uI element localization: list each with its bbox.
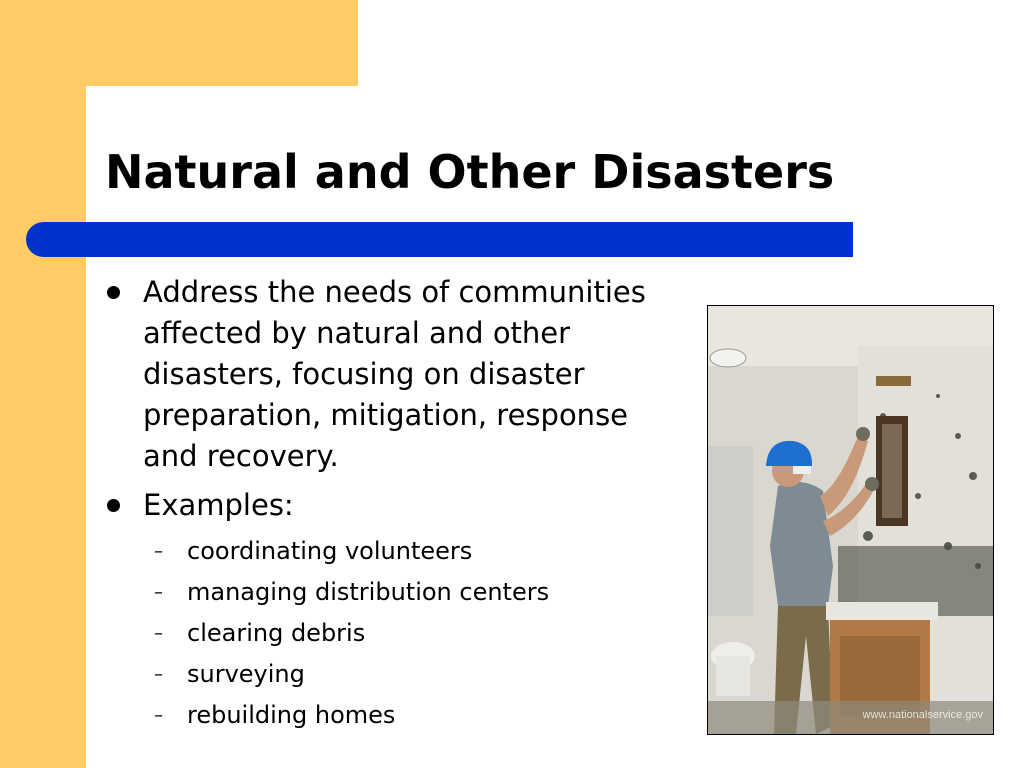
sub-bullet-item bbox=[143, 654, 685, 695]
sub-bullet-text: coordinating volunteers bbox=[187, 537, 473, 565]
sub-bullet-text: rebuilding homes bbox=[187, 701, 396, 729]
sub-bullet-text: managing distribution centers bbox=[187, 578, 550, 606]
sub-bullet-item bbox=[143, 572, 685, 613]
worker-image-illustration bbox=[708, 306, 993, 734]
bullet-text: Examples: bbox=[143, 488, 294, 522]
bullet-dot-icon bbox=[107, 286, 120, 299]
dash-icon: – bbox=[154, 541, 163, 562]
left-decorative-band bbox=[0, 0, 86, 768]
sub-bullet-text: surveying bbox=[187, 660, 305, 688]
bullet-dot-icon bbox=[107, 499, 120, 512]
disaster-cleanup-photo bbox=[707, 305, 994, 735]
bullet-item bbox=[105, 485, 685, 736]
sub-bullet-item bbox=[143, 695, 685, 736]
title-underline-bar bbox=[26, 222, 853, 257]
dash-icon: – bbox=[154, 623, 163, 644]
dash-icon: – bbox=[154, 705, 163, 726]
photo-watermark: www.nationalservice.gov bbox=[862, 709, 983, 721]
top-decorative-block bbox=[0, 0, 358, 86]
sub-bullet-item bbox=[143, 613, 685, 654]
bullet-text: Address the needs of communities affected by natural and other disasters, focusing on disaster preparation, mitigation, response and recovery. bbox=[143, 275, 646, 473]
examples-sublist bbox=[143, 531, 685, 736]
bullet-item bbox=[105, 272, 685, 477]
sub-bullet-text: clearing debris bbox=[187, 619, 366, 647]
sub-bullet-item bbox=[143, 531, 685, 572]
dash-icon: – bbox=[154, 664, 163, 685]
dash-icon: – bbox=[154, 582, 163, 603]
slide-title: Natural and Other Disasters bbox=[105, 145, 835, 199]
bullet-list bbox=[105, 272, 685, 736]
